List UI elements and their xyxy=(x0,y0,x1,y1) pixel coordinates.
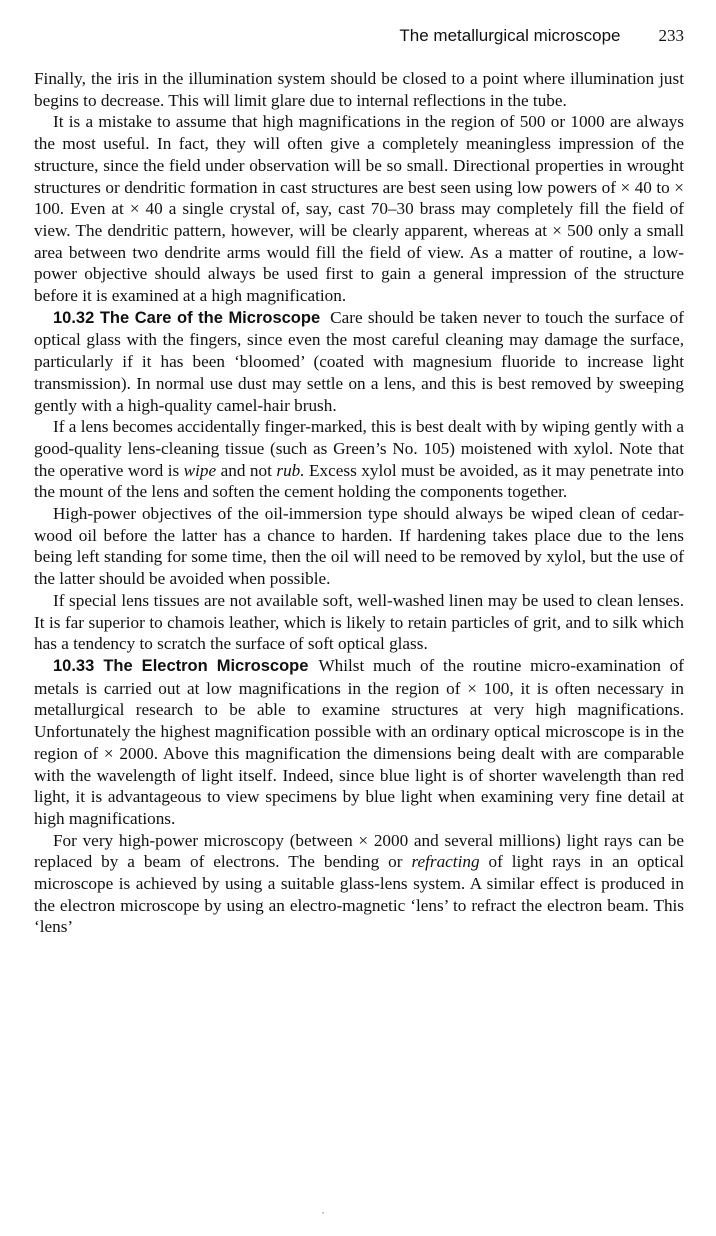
finger-marked-text-b: and not xyxy=(220,460,272,480)
paragraph-high-power xyxy=(34,830,684,939)
high-power-text-b: of light rays in an optical microscope is achieved by using a suitable glass-lens system. A similar effect is produced in the electron microscope by using an electro-magnetic ‘lens’ to refract the electron beam. This ‘lens’ xyxy=(34,852,684,937)
emphasis-rub: rub. xyxy=(276,460,305,480)
electron-text: Whilst much of the routine micro-examination of metals is carried out at low magnifications in the region of × 100, it is often necessary in metallurgical research to be able to examine structures at very high magnifications. Unfortunately the highest magnification possible with an ordinary optical microscope is in the region of × 2000. Above this magnification the dimensions being dealt with are comparable with the wavelength of light itself. Indeed, since blue light is of shorter wavelength than red light, it is advantageous to view specimens by blue light when examining very fine detail at high magnifications. xyxy=(34,655,684,828)
section-heading-electron: 10.33 The Electron Microscope xyxy=(53,656,309,675)
emphasis-refracting: refracting xyxy=(411,852,480,872)
paragraph-iris: Finally, the iris in the illumination system should be closed to a point where illumination just begins to decrease. This will limit glare due to internal reflections in the tube. xyxy=(34,69,684,110)
scan-speck xyxy=(322,1212,324,1214)
paragraph-magnification: It is a mistake to assume that high magnifications in the region of 500 or 1000 are always the most useful. In fact, they will often give a completely meaningless impression of the structure, since the field under observation will be so small. Directional properties in wrought structures or dendritic formation in cast structures are best seen using low powers of × 40 to × 100. Even at × 40 a single crystal of, say, cast 70–30 brass may completely fill the field of view. The dendritic pattern, however, will be clearly apparent, whereas at × 500 only a small area between two dendrite arms would fill the field of view. As a matter of routine, a low-power objective should always be used first to gain a general impression of the structure before it is examined at a high magnification. xyxy=(34,112,684,306)
section-heading-care: 10.32 The Care of the Microscope xyxy=(53,308,321,327)
care-text: Care should be taken never to touch the surface of optical glass with the fingers, since even the most careful cleaning may damage the surface, particularly if it has been ‘bloomed’ (coated with magnesium fluoride to increase light transmission). In normal use dust may settle on a lens, and this is best removed by sweeping gently with a high-quality camel-hair brush. xyxy=(34,307,684,415)
finger-marked-text-c: Excess xylol must be avoided, as it may penetrate into the mount of the lens and soften the cement holding the components together. xyxy=(34,460,684,502)
page-number: 233 xyxy=(658,26,684,45)
running-header xyxy=(34,26,684,50)
paragraph-finger-marked xyxy=(34,416,684,503)
running-title: The metallurgical microscope xyxy=(399,26,621,45)
paragraph-electron-microscope xyxy=(34,655,684,830)
book-page xyxy=(34,26,684,938)
paragraph-oil-immersion: High-power objectives of the oil-immersion type should always be wiped clean of cedar-wood oil before the latter has a chance to harden. If hardening takes place due to the lens being left standing for some time, then the oil will need to be removed by xylol, but the use of the latter should be avoided when possible. xyxy=(34,504,684,589)
paragraph-care-of-microscope xyxy=(34,307,684,417)
emphasis-wipe: wipe xyxy=(183,460,217,480)
high-power-text-a: For very high-power microscopy (between × 2000 and several millions) light rays can be replaced by a beam of electrons. The bending or xyxy=(34,830,684,872)
finger-marked-text-a: If a lens becomes accidentally finger-marked, this is best dealt with by wiping gently with a good-quality lens-cleaning tissue (such as Green’s No. 105) moistened with xylol. Note that the operative word is xyxy=(34,417,684,480)
paragraph-lens-tissues: If special lens tissues are not available soft, well-washed linen may be used to clean lenses. It is far superior to chamois leather, which is likely to retain particles of grit, and to silk which has a tendency to scratch the surface of soft optical glass. xyxy=(34,590,684,654)
body-text xyxy=(34,68,684,938)
